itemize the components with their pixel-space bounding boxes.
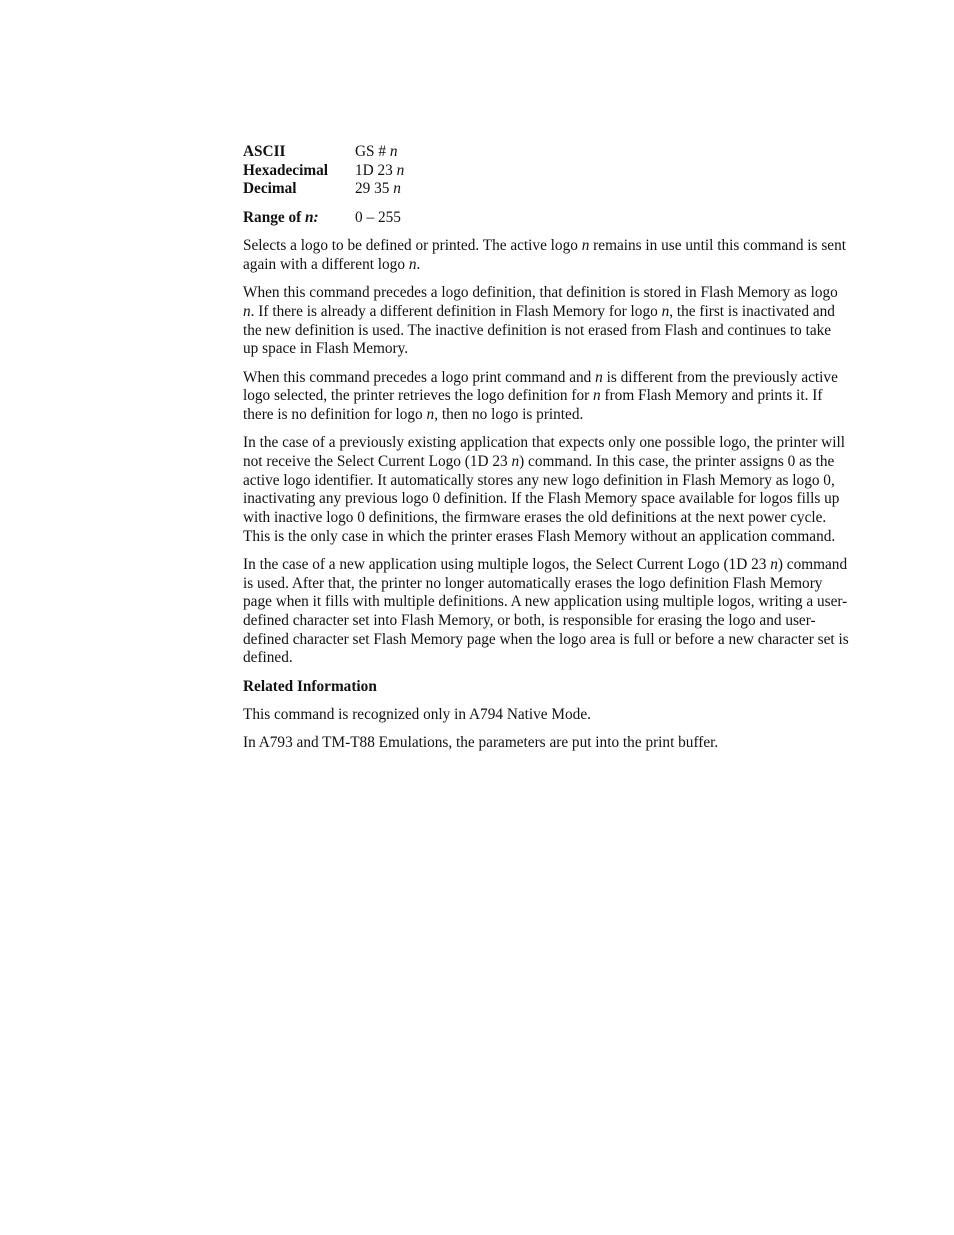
ascii-label: ASCII (243, 143, 286, 160)
command-codes-table (243, 143, 849, 199)
hexadecimal-label: Hexadecimal (243, 161, 328, 179)
range-label: Range of n: (243, 209, 319, 227)
ascii-value: GS # n (355, 143, 398, 160)
paragraph-selects-logo: Selects a logo to be defined or printed. The active logo n remains in use until this command is sent again with a different logo n. (243, 237, 846, 274)
document-page (243, 143, 849, 753)
related-item: This command is recognized only in A794 Native Mode. (243, 705, 591, 723)
decimal-value: 29 35 n (355, 180, 401, 198)
range-row (243, 209, 849, 228)
paragraph-logo-definition: When this command precedes a logo definition, that definition is stored in Flash Memory as logo n. If there is already a different definition in Flash Memory for logo n, the first is inactivated and the new definition is used. The inactive definition is not erased from Flash and continues to take up space in Flash Memory. (243, 284, 838, 358)
paragraph-existing-application: In the case of a previously existing application that expects only one possible logo, the printer will not receive the Select Current Logo (1D 23 n) command. In this case, the printer assigns 0 as the active logo identifier. It automatically stores any new logo definition in Flash Memory as logo 0, inactivating any previous logo 0 definition. If the Flash Memory space available for logos fills up with inactive logo 0 definitions, the firmware erases the old definitions at the next power cycle. This is the only case in which the printer erases Flash Memory without an application command. (243, 434, 845, 545)
hexadecimal-value: 1D 23 n (355, 161, 405, 179)
paragraph-logo-print: When this command precedes a logo print command and n is different from the previously active logo selected, the printer retrieves the logo definition for n from Flash Memory and prints it. If there is no definition for logo n, then no logo is printed. (243, 368, 838, 423)
paragraph-new-application: In the case of a new application using multiple logos, the Select Current Logo (1D 23 n) command is used. After that, the printer no longer automatically erases the logo definition Flash Memory page when it fills with multiple definitions. A new application using multiple logos, writing a user-defined character set into Flash Memory, or both, is responsible for erasing the logo and user-defined character set Flash Memory page when the logo area is full or before a new character set is defined. (243, 555, 849, 667)
related-information-heading: Related Information (243, 677, 377, 695)
range-value: 0 – 255 (355, 209, 401, 227)
related-item: In A793 and TM-T88 Emulations, the parameters are put into the print buffer. (243, 733, 719, 751)
decimal-label: Decimal (243, 180, 297, 198)
